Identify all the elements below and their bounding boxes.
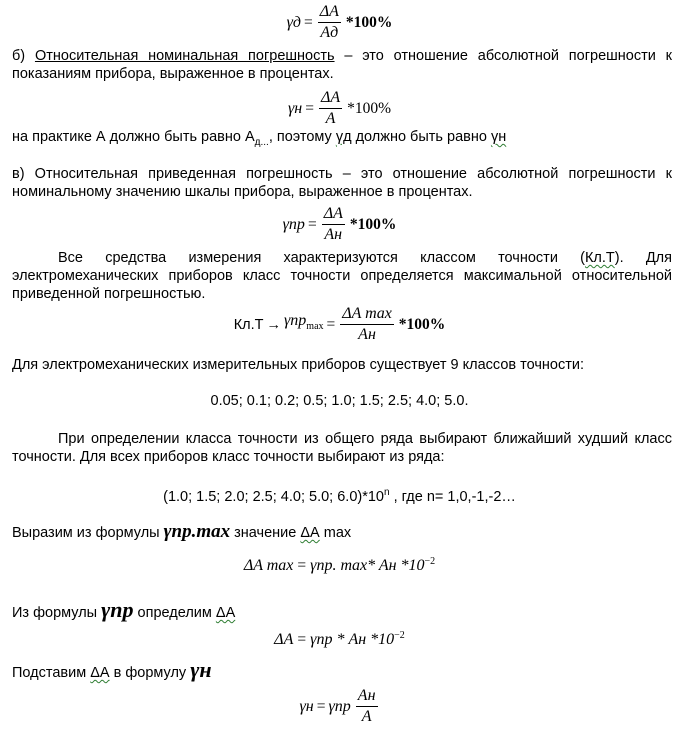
paragraph-choose-class [12, 430, 672, 466]
paragraph-accuracy-class [12, 249, 672, 303]
practice-note [12, 128, 672, 152]
paragraph-nine-classes: Для электромеханических измерительных приборов существует 9 классов точности: [12, 357, 584, 373]
paragraph-prefix: б) [12, 48, 35, 64]
formula-tail: *100% [398, 315, 446, 333]
fraction-numerator: ΔA [319, 88, 342, 109]
formula-gamma-n-final [0, 686, 679, 727]
formula-fraction [319, 88, 342, 129]
formula-fraction [318, 2, 341, 43]
express-line [12, 520, 672, 545]
formula-tail: *100% [349, 215, 397, 233]
substitute-line [12, 658, 672, 685]
formula-tail: *100% [347, 99, 392, 117]
formula-lhs-symbol: γпр [283, 312, 307, 330]
practice-subscript: д... [254, 136, 269, 148]
formula-equals: = [316, 697, 326, 715]
formula-rhs: γпр * Aн *10 [310, 630, 395, 648]
series-text: (1.0; 1.5; 2.0; 2.5; 4.0; 5.0; 6.0)*10 [163, 488, 384, 505]
paragraph-reduced-error: в) Относительная приведенная погрешность – это отношение абсолютной погрешности к номинальному значению шкалы прибора, выраженное в процентах. [12, 166, 672, 200]
fraction-numerator: ΔA [322, 204, 345, 225]
formula-lhs-subscript: max [306, 321, 324, 333]
from-text: определим [133, 605, 216, 621]
formula-exponent: −2 [394, 630, 405, 641]
series-text: , где n= 1,0,-1,-2… [389, 488, 516, 505]
paragraph-text: При определении класса точности из общего ряда выбирают ближайший худший класс точности. Для всех приборов класс точности выбирают из ряда: [12, 431, 672, 465]
fraction-denominator: Aн [358, 326, 376, 343]
formula-equals: = [297, 556, 307, 574]
formula-lhs: γн [287, 99, 303, 117]
subst-text: Подставим [12, 665, 91, 681]
practice-text: на практике А должно быть равно А [12, 129, 255, 145]
fraction-numerator: Aн [356, 686, 378, 707]
subst-text: в формулу [109, 665, 191, 681]
paragraph-text: – это отношение абсолютной погрешности к показаниям прибора, выраженное в процентах. [12, 48, 672, 82]
class-series [0, 484, 679, 506]
symbol-delta-a: ΔА [300, 525, 320, 541]
express-text: Выразим из формулы [12, 525, 164, 541]
formula-lhs: γд [286, 13, 301, 31]
formula-equals: = [326, 315, 336, 333]
fraction-numerator: ΔA [318, 2, 341, 23]
paragraph-text: Все средства измерения характеризуются классом точности ( [58, 250, 585, 266]
from-formula-line [12, 598, 672, 625]
formula-equals: = [307, 215, 317, 233]
formula-fraction [340, 304, 394, 345]
fraction-denominator: Aд [320, 24, 339, 41]
formula-lhs [284, 312, 324, 336]
symbol-delta-a: ΔА [215, 605, 236, 621]
formula-exponent: −2 [424, 556, 436, 567]
formula-lhs: ΔA [274, 630, 294, 648]
abbr-accuracy-class: Кл.Т [584, 250, 615, 266]
formula-tail: *100% [345, 13, 393, 31]
symbol-gamma-pr-max: γпр.max [163, 521, 231, 542]
class-prefix: Кл.Т [233, 316, 264, 333]
formula-relative-actual-error [0, 2, 679, 43]
symbol-gamma-d: γд [335, 129, 352, 145]
symbol-gamma-pr: γпр [101, 597, 134, 622]
arrow-icon: → [266, 316, 281, 333]
formula-mid: γпр [328, 697, 351, 715]
formula-fraction [356, 686, 378, 727]
symbol-delta-a: ΔА [90, 665, 110, 681]
class-values-list: 0.05; 0.1; 0.2; 0.5; 1.0; 1.5; 2.5; 4.0; 5.0. [210, 393, 469, 409]
symbol-gamma-n: γн [490, 129, 507, 145]
formula-relative-reduced-error [0, 204, 679, 245]
formula-equals: = [303, 13, 313, 31]
formula-relative-nominal-error [0, 88, 679, 129]
paragraph-nominal-error [12, 47, 672, 83]
fraction-denominator: A [361, 708, 372, 725]
formula-rhs: γпр. max* Aн *10 [310, 556, 425, 574]
from-text: Из формулы [12, 605, 102, 621]
express-text: значение [230, 525, 301, 541]
symbol-gamma-n: γн [190, 657, 212, 682]
formula-lhs: γпр [282, 215, 305, 233]
formula-lhs: γн [299, 697, 314, 715]
formula-delta-a-max [0, 553, 679, 575]
practice-text: должно быть равно [351, 129, 491, 145]
formula-equals: = [305, 99, 314, 117]
express-text: max [319, 525, 352, 541]
formula-equals: = [297, 630, 307, 648]
formula-fraction [322, 204, 345, 245]
formula-accuracy-class [0, 304, 679, 345]
fraction-denominator: A [325, 110, 336, 127]
practice-text: , поэтому [268, 129, 336, 145]
fraction-denominator: Aн [324, 226, 343, 243]
fraction-numerator: ΔA max [340, 304, 394, 325]
formula-delta-a [0, 627, 679, 649]
paragraph-text: ). Для электромеханических приборов класс точности определяется максимальной относительной приведенной погрешностью. [12, 250, 672, 302]
term-nominal-error: Относительная номинальная погрешность [34, 48, 335, 64]
series-exponent: n [383, 487, 390, 498]
formula-lhs: ΔA max [243, 556, 294, 574]
